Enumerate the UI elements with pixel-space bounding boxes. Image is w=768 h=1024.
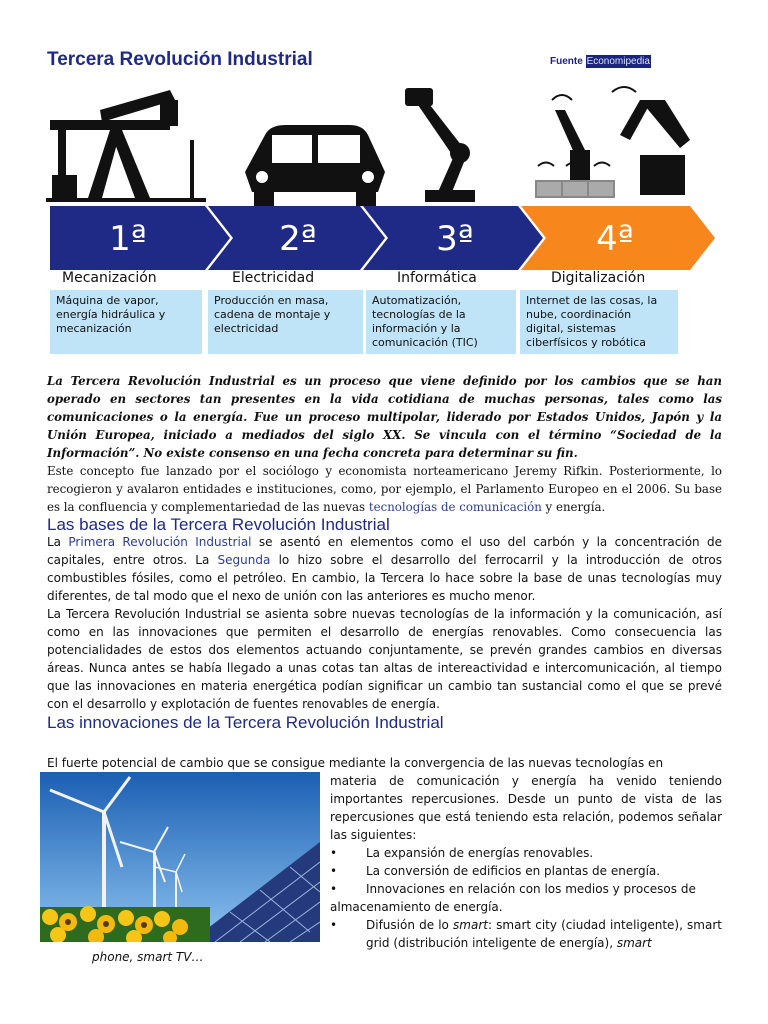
list-item (330, 880, 722, 898)
innovations-body (330, 772, 722, 952)
text-run: smart (453, 918, 488, 932)
section-heading-innovations: Las innovaciones de la Tercera Revolución Industrial (47, 713, 444, 732)
text-run: smart (616, 936, 652, 950)
stage-3-number: 3ª (436, 219, 474, 259)
stage-4-label: Digitalización (551, 270, 646, 286)
stages-arrow-band (50, 206, 715, 270)
bullet-icon: • (330, 882, 338, 896)
section-heading-bases: Las bases de la Tercera Revolución Industrial (47, 515, 390, 534)
stage-2-label: Electricidad (232, 270, 315, 286)
concept-paragraph (47, 462, 722, 516)
bases-section (47, 533, 722, 713)
stage-3-label: Informática (397, 270, 477, 286)
sunflowers-icon (40, 906, 210, 942)
first-revolution-link[interactable]: Primera Revolución Industrial (68, 535, 252, 549)
final-line: phone, smart TV… (92, 950, 204, 964)
innovations-lead: El fuerte potencial de cambio que se consigue mediante la convergencia de las nuevas tecnologías en (47, 756, 664, 770)
innovations-paragraph: materia de comunicación y energía ha venido teniendo importantes repercusiones. Desde un punto de vista de las repercusiones que está teniendo esta relación, podemos señalar las siguientes: (330, 774, 722, 842)
text-run: Difusión de lo (366, 918, 454, 932)
list-item-continuation: almacenamiento de energía. (330, 900, 503, 914)
source-credit (550, 56, 651, 67)
text-run: : smart city (ciudad inteligente), smart grid (distribución inteligente de energía), (366, 918, 722, 950)
stage-3-description: Automatización, tecnologías de la información y la comunicación (TIC) (366, 290, 516, 354)
wind-solar-photo (40, 772, 320, 942)
list-item (330, 844, 722, 862)
robot-arm-icon (405, 88, 475, 202)
bullet-icon: • (330, 918, 338, 932)
page-title: Tercera Revolución Industrial (47, 49, 313, 70)
list-item (330, 862, 722, 880)
bullet-icon: • (330, 864, 338, 878)
smart-factory-icon (535, 87, 690, 198)
source-link[interactable]: Economipedia (586, 56, 650, 67)
second-revolution-link[interactable]: Segunda (217, 553, 271, 567)
text-run: La (47, 535, 69, 549)
bullet-icon: • (330, 846, 338, 860)
stage-1-label: Mecanización (62, 270, 157, 286)
oil-pump-icon (46, 90, 206, 202)
concept-tail: y energía. (541, 500, 606, 514)
concept-text: Este concepto fue lanzado por el sociólogo y economista norteamericano Jeremy Rifkin. Posteriormente, lo recogieron y avalaron entidades e instituciones, como, por ejemplo, el Parlamento Europeo en el 2006. Su base es la confluencia y complementariedad de las nuevas (47, 464, 722, 514)
stage-2-number: 2ª (279, 219, 317, 259)
list-item-text: La expansión de energías renovables. (366, 846, 594, 860)
stage-1-number: 1ª (109, 219, 147, 259)
list-item-text: Innovaciones en relación con los medios y procesos de (366, 882, 696, 896)
list-item-text: La conversión de edificios en plantas de energía. (366, 864, 661, 878)
car-icon (245, 125, 385, 206)
stage-4-description: Internet de las cosas, la nube, coordinación digital, sistemas ciberfísicos y robótica (520, 290, 678, 354)
source-label: Fuente (550, 56, 583, 67)
intro-paragraph: La Tercera Revolución Industrial es un proceso que viene definido por los cambios que se han operado en sectores tan presentes en la vida cotidiana de muchas personas, tales como las comunicaciones o la energía. Fue un proceso multipolar, liderado por Estados Unidos, Japón y la Unión Europea, iniciado a mediados del siglo XX. Se vincula con el término “Sociedad de la Información”. No existe consenso en una fecha concreta para determinar su fin. (47, 374, 722, 460)
bases-paragraph-1 (47, 533, 722, 605)
tic-link[interactable]: tecnologías de comunicación (368, 500, 542, 514)
stage-1-description: Máquina de vapor, energía hidráulica y mecanización (50, 290, 202, 354)
text-run: lo hizo sobre el desarrollo del ferrocarril y la introducción de otros combustibles fósiles, como el petróleo. En cambio, la Tercera lo hace sobre la base de unas tecnologías muy diferentes, de tal modo que el nexo de unión con las anteriores es mucho menor. (47, 553, 722, 603)
bases-paragraph-2: La Tercera Revolución Industrial se asienta sobre nuevas tecnologías de la información y la comunicación, así como en las innovaciones que permiten el desarrollo de energías renovables. Como consecuencia las potencialidades de estos dos elementos actuando conjuntamente, se prevén grandes cambios en diversas áreas. Nunca antes se había llegado a unas cotas tan altas de intereactividad e intercomunicación, al tiempo que las innovaciones en materia energética podían significar un cambio tan sustancial como el que se prevé con el desarrollo y explotación de fuentes renovables de energía. (47, 607, 722, 711)
stage-4-number: 4ª (596, 219, 634, 259)
list-item-text (366, 916, 722, 952)
stage-2-description: Producción en masa, cadena de montaje y electricidad (208, 290, 363, 354)
text-run: se asentó en elementos como el uso del carbón y la concentración de capitales, entre otros. La (47, 535, 723, 567)
list-item (330, 916, 722, 952)
